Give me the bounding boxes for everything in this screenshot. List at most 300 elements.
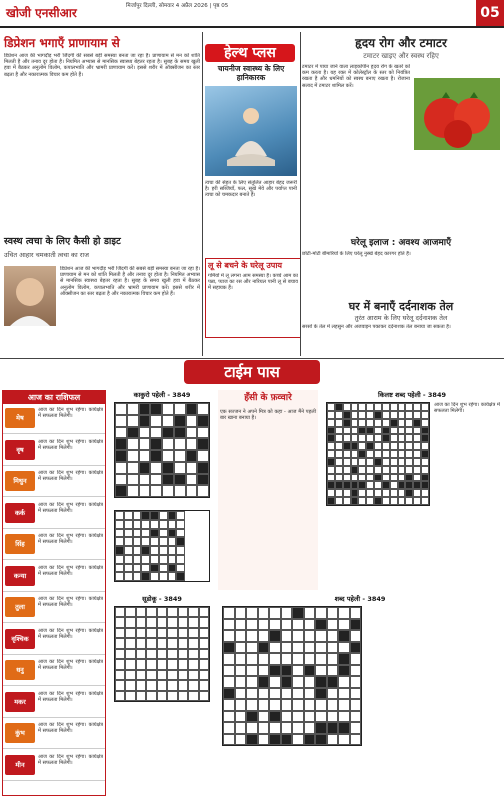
- grid-cell[interactable]: [350, 722, 362, 734]
- grid-cell[interactable]: [168, 529, 177, 538]
- grid-cell[interactable]: [327, 489, 335, 497]
- grid-cell[interactable]: [351, 474, 359, 482]
- grid-cell[interactable]: [269, 676, 281, 688]
- grid-cell[interactable]: [133, 520, 142, 529]
- grid-cell[interactable]: [338, 607, 350, 619]
- grid-cell[interactable]: [133, 537, 142, 546]
- grid-cell[interactable]: [382, 489, 390, 497]
- grid-cell[interactable]: [269, 619, 281, 631]
- grid-cell[interactable]: [350, 688, 362, 700]
- grid-cell[interactable]: [258, 711, 270, 723]
- grid-cell[interactable]: [197, 403, 209, 415]
- grid-cell[interactable]: [304, 619, 316, 631]
- grid-cell[interactable]: [350, 711, 362, 723]
- grid-cell[interactable]: [327, 722, 339, 734]
- grid-cell[interactable]: [366, 481, 374, 489]
- grid-cell[interactable]: [405, 434, 413, 442]
- grid-cell[interactable]: [390, 419, 398, 427]
- grid-cell[interactable]: [421, 458, 429, 466]
- grid-cell[interactable]: [188, 670, 198, 680]
- grid-cell[interactable]: [115, 617, 125, 627]
- grid-cell[interactable]: [351, 442, 359, 450]
- grid-cell[interactable]: [167, 638, 177, 648]
- grid-cell[interactable]: [124, 564, 133, 573]
- grid-cell[interactable]: [178, 638, 188, 648]
- grid-cell[interactable]: [327, 688, 339, 700]
- grid-cell[interactable]: [398, 442, 406, 450]
- grid-cell[interactable]: [343, 434, 351, 442]
- grid-cell[interactable]: [246, 653, 258, 665]
- grid-cell[interactable]: [338, 688, 350, 700]
- grid-cell[interactable]: [188, 691, 198, 701]
- grid-cell[interactable]: [421, 427, 429, 435]
- grid-cell[interactable]: [366, 458, 374, 466]
- grid-cell[interactable]: [162, 450, 174, 462]
- grid-cell[interactable]: [188, 659, 198, 669]
- grid-cell[interactable]: [327, 607, 339, 619]
- grid-cell[interactable]: [382, 434, 390, 442]
- crossword-grid[interactable]: [326, 402, 430, 506]
- grid-cell[interactable]: [351, 403, 359, 411]
- grid-cell[interactable]: [176, 546, 185, 555]
- grid-cell[interactable]: [246, 688, 258, 700]
- grid-cell[interactable]: [246, 676, 258, 688]
- sudoku-grid[interactable]: [114, 606, 210, 702]
- grid-cell[interactable]: [159, 546, 168, 555]
- grid-cell[interactable]: [327, 711, 339, 723]
- grid-cell[interactable]: [382, 474, 390, 482]
- grid-cell[interactable]: [127, 415, 139, 427]
- grid-cell[interactable]: [235, 630, 247, 642]
- grid-cell[interactable]: [199, 659, 209, 669]
- grid-cell[interactable]: [398, 466, 406, 474]
- grid-cell[interactable]: [382, 419, 390, 427]
- grid-cell[interactable]: [390, 466, 398, 474]
- grid-cell[interactable]: [223, 653, 235, 665]
- grid-cell[interactable]: [390, 474, 398, 482]
- grid-cell[interactable]: [115, 546, 124, 555]
- grid-cell[interactable]: [235, 699, 247, 711]
- grid-cell[interactable]: [292, 734, 304, 746]
- grid-cell[interactable]: [382, 442, 390, 450]
- grid-cell[interactable]: [178, 680, 188, 690]
- grid-cell[interactable]: [281, 665, 293, 677]
- grid-cell[interactable]: [146, 638, 156, 648]
- grid-cell[interactable]: [335, 481, 343, 489]
- grid-cell[interactable]: [405, 419, 413, 427]
- grid-cell[interactable]: [421, 489, 429, 497]
- grid-cell[interactable]: [398, 434, 406, 442]
- grid-cell[interactable]: [398, 458, 406, 466]
- grid-cell[interactable]: [168, 572, 177, 581]
- grid-cell[interactable]: [390, 434, 398, 442]
- grid-cell[interactable]: [127, 462, 139, 474]
- grid-cell[interactable]: [139, 474, 151, 486]
- grid-cell[interactable]: [343, 474, 351, 482]
- grid-cell[interactable]: [343, 427, 351, 435]
- grid-cell[interactable]: [335, 466, 343, 474]
- grid-cell[interactable]: [413, 419, 421, 427]
- grid-cell[interactable]: [366, 497, 374, 505]
- word-grid[interactable]: [222, 606, 362, 746]
- grid-cell[interactable]: [335, 474, 343, 482]
- grid-cell[interactable]: [327, 619, 339, 631]
- grid-cell[interactable]: [343, 419, 351, 427]
- grid-cell[interactable]: [125, 638, 135, 648]
- grid-cell[interactable]: [176, 511, 185, 520]
- grid-cell[interactable]: [174, 474, 186, 486]
- grid-cell[interactable]: [197, 438, 209, 450]
- grid-cell[interactable]: [125, 628, 135, 638]
- grid-cell[interactable]: [124, 572, 133, 581]
- grid-cell[interactable]: [269, 642, 281, 654]
- grid-cell[interactable]: [235, 711, 247, 723]
- grid-cell[interactable]: [413, 427, 421, 435]
- grid-cell[interactable]: [327, 474, 335, 482]
- grid-cell[interactable]: [327, 665, 339, 677]
- grid-cell[interactable]: [127, 485, 139, 497]
- grid-cell[interactable]: [174, 403, 186, 415]
- grid-cell[interactable]: [304, 676, 316, 688]
- grid-cell[interactable]: [358, 497, 366, 505]
- grid-cell[interactable]: [133, 546, 142, 555]
- grid-cell[interactable]: [157, 607, 167, 617]
- grid-cell[interactable]: [315, 734, 327, 746]
- grid-cell[interactable]: [186, 474, 198, 486]
- grid-cell[interactable]: [115, 607, 125, 617]
- grid-cell[interactable]: [139, 403, 151, 415]
- grid-cell[interactable]: [258, 653, 270, 665]
- grid-cell[interactable]: [338, 642, 350, 654]
- grid-cell[interactable]: [358, 489, 366, 497]
- grid-cell[interactable]: [162, 427, 174, 439]
- grid-cell[interactable]: [167, 670, 177, 680]
- grid-cell[interactable]: [235, 722, 247, 734]
- grid-cell[interactable]: [115, 555, 124, 564]
- grid-cell[interactable]: [343, 466, 351, 474]
- grid-cell[interactable]: [176, 555, 185, 564]
- grid-cell[interactable]: [405, 497, 413, 505]
- grid-cell[interactable]: [115, 450, 127, 462]
- grid-cell[interactable]: [136, 649, 146, 659]
- grid-cell[interactable]: [197, 450, 209, 462]
- grid-cell[interactable]: [223, 607, 235, 619]
- grid-cell[interactable]: [374, 403, 382, 411]
- grid-cell[interactable]: [338, 699, 350, 711]
- grid-cell[interactable]: [174, 415, 186, 427]
- grid-cell[interactable]: [186, 462, 198, 474]
- grid-cell[interactable]: [374, 474, 382, 482]
- grid-cell[interactable]: [343, 489, 351, 497]
- grid-cell[interactable]: [421, 442, 429, 450]
- grid-cell[interactable]: [115, 659, 125, 669]
- grid-cell[interactable]: [304, 642, 316, 654]
- grid-cell[interactable]: [335, 427, 343, 435]
- grid-cell[interactable]: [197, 427, 209, 439]
- grid-cell[interactable]: [167, 649, 177, 659]
- grid-cell[interactable]: [390, 411, 398, 419]
- grid-cell[interactable]: [358, 419, 366, 427]
- grid-cell[interactable]: [421, 481, 429, 489]
- grid-cell[interactable]: [223, 665, 235, 677]
- grid-cell[interactable]: [115, 511, 124, 520]
- grid-cell[interactable]: [136, 638, 146, 648]
- grid-cell[interactable]: [421, 497, 429, 505]
- grid-cell[interactable]: [358, 403, 366, 411]
- grid-cell[interactable]: [188, 617, 198, 627]
- grid-cell[interactable]: [304, 734, 316, 746]
- grid-cell[interactable]: [223, 699, 235, 711]
- grid-cell[interactable]: [150, 438, 162, 450]
- grid-cell[interactable]: [351, 427, 359, 435]
- grid-cell[interactable]: [246, 734, 258, 746]
- grid-cell[interactable]: [125, 607, 135, 617]
- grid-cell[interactable]: [125, 670, 135, 680]
- grid-cell[interactable]: [150, 485, 162, 497]
- grid-cell[interactable]: [405, 481, 413, 489]
- grid-cell[interactable]: [366, 419, 374, 427]
- grid-cell[interactable]: [141, 511, 150, 520]
- grid-cell[interactable]: [150, 564, 159, 573]
- grid-cell[interactable]: [136, 691, 146, 701]
- grid-cell[interactable]: [186, 438, 198, 450]
- grid-cell[interactable]: [176, 572, 185, 581]
- grid-cell[interactable]: [199, 691, 209, 701]
- grid-cell[interactable]: [141, 546, 150, 555]
- grid-cell[interactable]: [178, 659, 188, 669]
- grid-cell[interactable]: [124, 537, 133, 546]
- grid-cell[interactable]: [413, 442, 421, 450]
- grid-cell[interactable]: [327, 466, 335, 474]
- grid-cell[interactable]: [174, 427, 186, 439]
- grid-cell[interactable]: [199, 617, 209, 627]
- grid-cell[interactable]: [269, 665, 281, 677]
- grid-cell[interactable]: [281, 734, 293, 746]
- grid-cell[interactable]: [335, 403, 343, 411]
- grid-cell[interactable]: [413, 434, 421, 442]
- grid-cell[interactable]: [350, 653, 362, 665]
- grid-cell[interactable]: [178, 649, 188, 659]
- grid-cell[interactable]: [327, 427, 335, 435]
- grid-cell[interactable]: [174, 450, 186, 462]
- grid-cell[interactable]: [281, 607, 293, 619]
- grid-cell[interactable]: [374, 458, 382, 466]
- grid-cell[interactable]: [174, 438, 186, 450]
- grid-cell[interactable]: [382, 458, 390, 466]
- grid-cell[interactable]: [366, 450, 374, 458]
- grid-cell[interactable]: [405, 474, 413, 482]
- grid-cell[interactable]: [374, 419, 382, 427]
- grid-cell[interactable]: [281, 711, 293, 723]
- grid-cell[interactable]: [281, 688, 293, 700]
- grid-cell[interactable]: [413, 411, 421, 419]
- grid-cell[interactable]: [115, 691, 125, 701]
- grid-cell[interactable]: [304, 722, 316, 734]
- grid-cell[interactable]: [327, 442, 335, 450]
- grid-cell[interactable]: [398, 450, 406, 458]
- grid-cell[interactable]: [124, 511, 133, 520]
- grid-cell[interactable]: [382, 466, 390, 474]
- grid-cell[interactable]: [374, 411, 382, 419]
- grid-cell[interactable]: [413, 450, 421, 458]
- grid-cell[interactable]: [343, 403, 351, 411]
- grid-cell[interactable]: [327, 734, 339, 746]
- grid-cell[interactable]: [351, 458, 359, 466]
- grid-cell[interactable]: [133, 511, 142, 520]
- grid-cell[interactable]: [338, 676, 350, 688]
- grid-cell[interactable]: [398, 427, 406, 435]
- grid-cell[interactable]: [150, 415, 162, 427]
- grid-cell[interactable]: [292, 642, 304, 654]
- grid-cell[interactable]: [115, 462, 127, 474]
- grid-cell[interactable]: [150, 511, 159, 520]
- grid-cell[interactable]: [327, 676, 339, 688]
- grid-cell[interactable]: [127, 438, 139, 450]
- grid-cell[interactable]: [338, 734, 350, 746]
- grid-cell[interactable]: [304, 653, 316, 665]
- grid-cell[interactable]: [292, 619, 304, 631]
- grid-cell[interactable]: [304, 711, 316, 723]
- grid-cell[interactable]: [382, 497, 390, 505]
- grid-cell[interactable]: [366, 434, 374, 442]
- grid-cell[interactable]: [150, 403, 162, 415]
- grid-cell[interactable]: [350, 642, 362, 654]
- grid-cell[interactable]: [390, 497, 398, 505]
- grid-cell[interactable]: [115, 537, 124, 546]
- grid-cell[interactable]: [382, 411, 390, 419]
- grid-cell[interactable]: [162, 462, 174, 474]
- grid-cell[interactable]: [246, 619, 258, 631]
- grid-cell[interactable]: [421, 466, 429, 474]
- grid-cell[interactable]: [157, 659, 167, 669]
- grid-cell[interactable]: [421, 411, 429, 419]
- grid-cell[interactable]: [133, 555, 142, 564]
- grid-cell[interactable]: [199, 628, 209, 638]
- grid-cell[interactable]: [315, 665, 327, 677]
- grid-cell[interactable]: [258, 734, 270, 746]
- grid-cell[interactable]: [223, 734, 235, 746]
- grid-cell[interactable]: [390, 458, 398, 466]
- grid-cell[interactable]: [186, 485, 198, 497]
- grid-cell[interactable]: [315, 642, 327, 654]
- grid-cell[interactable]: [366, 474, 374, 482]
- grid-cell[interactable]: [162, 403, 174, 415]
- grid-cell[interactable]: [327, 630, 339, 642]
- grid-cell[interactable]: [125, 691, 135, 701]
- grid-cell[interactable]: [174, 462, 186, 474]
- grid-cell[interactable]: [292, 699, 304, 711]
- grid-cell[interactable]: [350, 630, 362, 642]
- grid-cell[interactable]: [125, 617, 135, 627]
- grid-cell[interactable]: [157, 691, 167, 701]
- grid-cell[interactable]: [162, 415, 174, 427]
- grid-cell[interactable]: [413, 489, 421, 497]
- grid-cell[interactable]: [159, 572, 168, 581]
- grid-cell[interactable]: [167, 659, 177, 669]
- grid-cell[interactable]: [125, 680, 135, 690]
- grid-cell[interactable]: [413, 474, 421, 482]
- grid-cell[interactable]: [125, 659, 135, 669]
- grid-cell[interactable]: [374, 497, 382, 505]
- grid-cell[interactable]: [223, 722, 235, 734]
- grid-cell[interactable]: [315, 653, 327, 665]
- grid-cell[interactable]: [188, 638, 198, 648]
- grid-cell[interactable]: [157, 628, 167, 638]
- grid-cell[interactable]: [174, 485, 186, 497]
- grid-cell[interactable]: [398, 489, 406, 497]
- grid-cell[interactable]: [115, 474, 127, 486]
- grid-cell[interactable]: [421, 450, 429, 458]
- grid-cell[interactable]: [159, 529, 168, 538]
- grid-cell[interactable]: [358, 450, 366, 458]
- grid-cell[interactable]: [146, 670, 156, 680]
- grid-cell[interactable]: [127, 450, 139, 462]
- grid-cell[interactable]: [146, 649, 156, 659]
- grid-cell[interactable]: [382, 427, 390, 435]
- grid-cell[interactable]: [398, 419, 406, 427]
- grid-cell[interactable]: [150, 427, 162, 439]
- grid-cell[interactable]: [343, 442, 351, 450]
- grid-cell[interactable]: [133, 572, 142, 581]
- grid-cell[interactable]: [398, 474, 406, 482]
- grid-cell[interactable]: [188, 628, 198, 638]
- grid-cell[interactable]: [141, 537, 150, 546]
- grid-cell[interactable]: [197, 474, 209, 486]
- grid-cell[interactable]: [139, 438, 151, 450]
- grid-cell[interactable]: [157, 617, 167, 627]
- grid-cell[interactable]: [292, 688, 304, 700]
- grid-cell[interactable]: [246, 642, 258, 654]
- grid-cell[interactable]: [351, 481, 359, 489]
- grid-cell[interactable]: [374, 434, 382, 442]
- grid-cell[interactable]: [168, 546, 177, 555]
- grid-cell[interactable]: [139, 415, 151, 427]
- grid-cell[interactable]: [162, 485, 174, 497]
- grid-cell[interactable]: [115, 680, 125, 690]
- grid-cell[interactable]: [315, 630, 327, 642]
- grid-cell[interactable]: [292, 676, 304, 688]
- grid-cell[interactable]: [398, 403, 406, 411]
- grid-cell[interactable]: [258, 722, 270, 734]
- grid-cell[interactable]: [258, 688, 270, 700]
- grid-cell[interactable]: [327, 419, 335, 427]
- grid-cell[interactable]: [413, 497, 421, 505]
- grid-cell[interactable]: [338, 619, 350, 631]
- grid-cell[interactable]: [358, 411, 366, 419]
- grid-cell[interactable]: [141, 572, 150, 581]
- grid-cell[interactable]: [327, 699, 339, 711]
- grid-cell[interactable]: [281, 642, 293, 654]
- grid-cell[interactable]: [269, 607, 281, 619]
- grid-cell[interactable]: [281, 722, 293, 734]
- grid-cell[interactable]: [178, 607, 188, 617]
- grid-cell[interactable]: [281, 619, 293, 631]
- grid-cell[interactable]: [335, 497, 343, 505]
- grid-cell[interactable]: [167, 617, 177, 627]
- grid-cell[interactable]: [127, 474, 139, 486]
- grid-cell[interactable]: [315, 619, 327, 631]
- grid-cell[interactable]: [176, 537, 185, 546]
- grid-cell[interactable]: [350, 734, 362, 746]
- grid-cell[interactable]: [351, 434, 359, 442]
- grid-cell[interactable]: [176, 529, 185, 538]
- grid-cell[interactable]: [327, 497, 335, 505]
- grid-cell[interactable]: [335, 411, 343, 419]
- grid-cell[interactable]: [162, 438, 174, 450]
- grid-cell[interactable]: [124, 529, 133, 538]
- grid-cell[interactable]: [374, 489, 382, 497]
- grid-cell[interactable]: [157, 670, 167, 680]
